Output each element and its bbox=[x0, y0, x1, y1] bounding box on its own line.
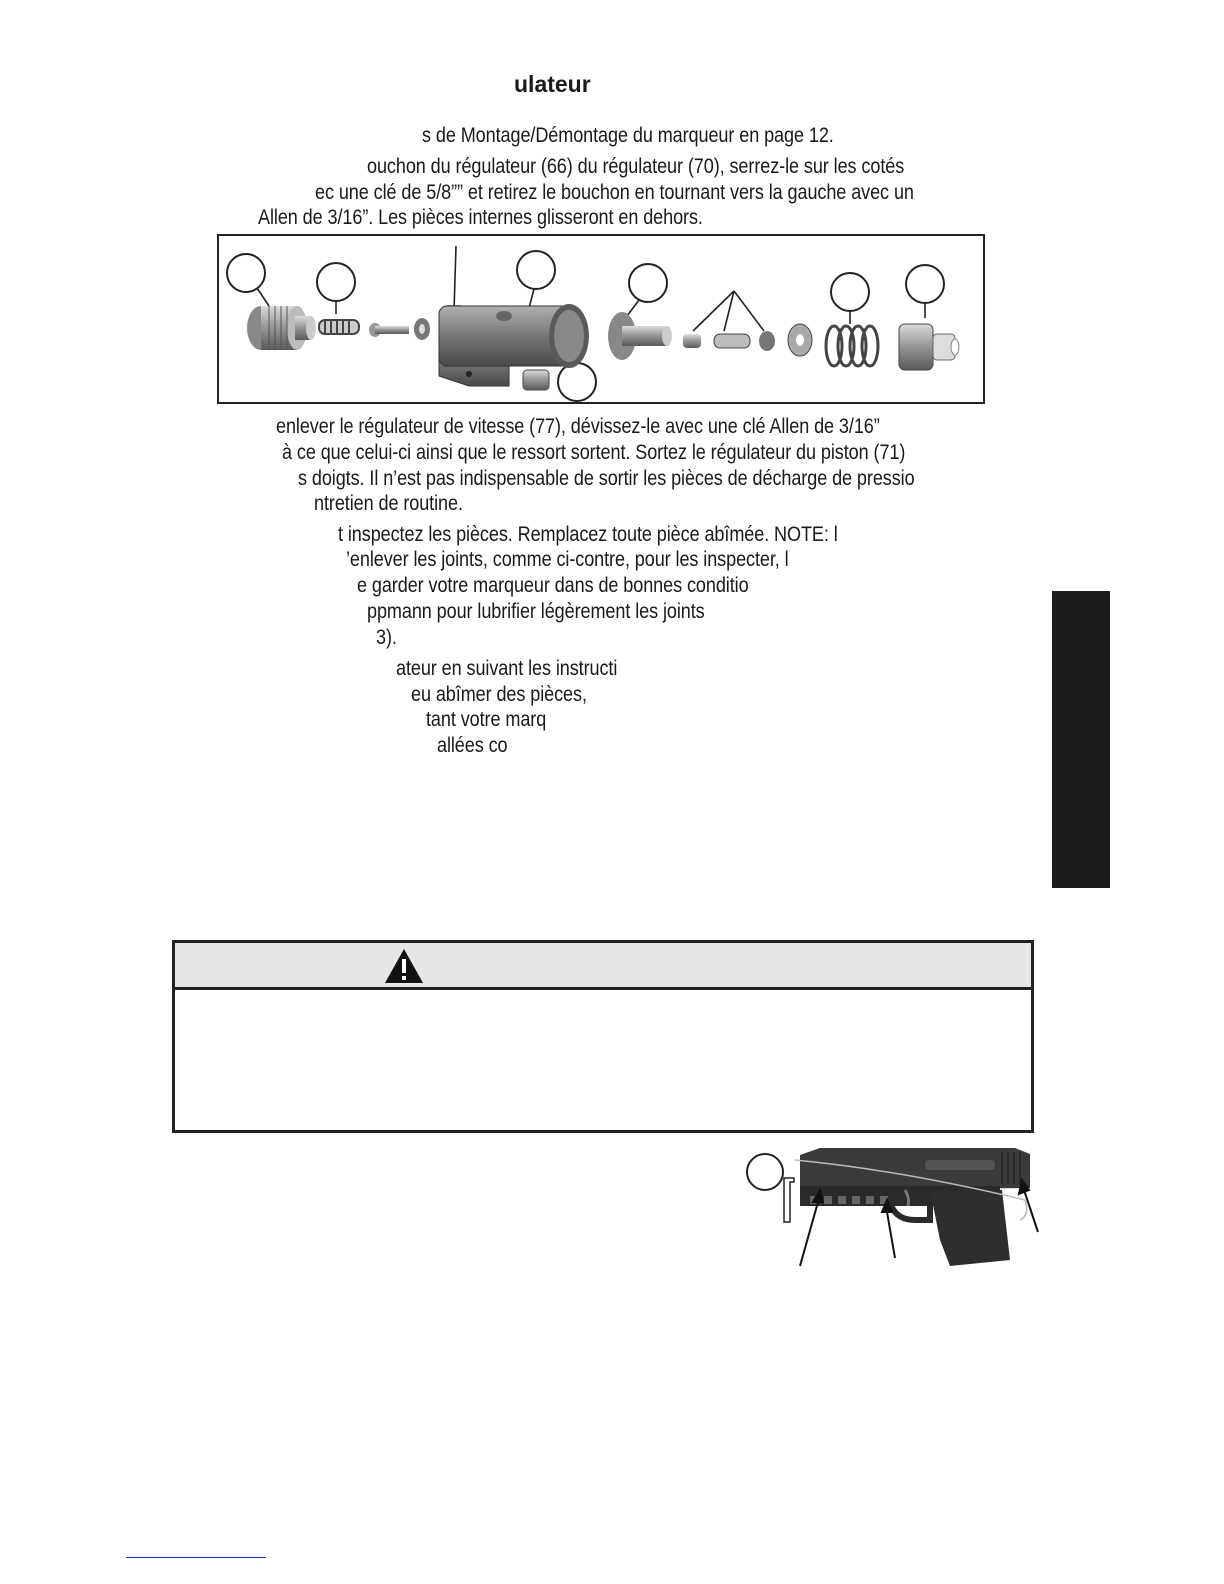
pistol-grip bbox=[930, 1190, 1010, 1266]
marker-pistol-figure bbox=[740, 1140, 1046, 1274]
relief-parts bbox=[683, 331, 775, 351]
inspect-line-2: ’enlever les joints, comme ci-contre, pour les inspecter, l bbox=[346, 548, 789, 571]
reassemble-line-1: ateur en suivant les instructi bbox=[396, 657, 618, 680]
regulator-parts-drawing bbox=[219, 236, 983, 402]
regulator-cap bbox=[247, 306, 316, 350]
washer bbox=[788, 324, 812, 356]
velocity-line-2: à ce que celui-ci ainsi que le ressort sortent. Sortez le régulateur du piston (71) bbox=[282, 441, 906, 464]
allen-key bbox=[784, 1178, 794, 1222]
small-o-ring bbox=[414, 318, 430, 340]
velocity-line-1: enlever le régulateur de vitesse (77), dévissez-le avec une clé Allen de 3/16” bbox=[276, 415, 880, 438]
warning-box bbox=[172, 940, 1034, 1133]
warning-header bbox=[175, 943, 1031, 990]
inspect-line-3: e garder votre marqueur dans de bonnes conditio bbox=[357, 574, 749, 597]
velocity-line-3: s doigts. Il n’est pas indispensable de sortir les pièces de décharge de pressio bbox=[298, 467, 915, 490]
section-side-tab bbox=[1052, 591, 1110, 888]
pin bbox=[369, 323, 409, 337]
velocity-adjuster bbox=[523, 370, 549, 390]
small-spring bbox=[319, 320, 359, 334]
intro-line-3: ec une clé de 5/8”” et retirez le bouchon en tournant vers la gauche avec un bbox=[315, 181, 914, 204]
end-cap bbox=[899, 324, 959, 370]
reassemble-line-3: tant votre marq bbox=[426, 708, 547, 731]
intro-line-1: s de Montage/Démontage du marqueur en page 12. bbox=[422, 124, 834, 147]
regulator-exploded-figure bbox=[217, 234, 985, 404]
reassemble-line-4: allées co bbox=[437, 734, 508, 757]
intro-line-4: Allen de 3/16”. Les pièces internes glisseront en dehors. bbox=[258, 206, 703, 229]
callout-circle bbox=[747, 1154, 783, 1190]
section-heading: ulateur bbox=[514, 71, 591, 97]
inspect-line-4: ppmann pour lubrifier légèrement les joints bbox=[367, 600, 705, 623]
warning-triangle-icon bbox=[383, 947, 425, 985]
footer-link-underline bbox=[126, 1557, 266, 1558]
pistol-slide bbox=[800, 1148, 1030, 1190]
regulator-piston bbox=[608, 312, 672, 360]
intro-line-2: ouchon du régulateur (66) du régulateur (70), serrez-le sur les cotés bbox=[367, 155, 905, 178]
velocity-line-4: ntretien de routine. bbox=[314, 492, 463, 515]
reassemble-line-2: eu abîmer des pièces, bbox=[411, 683, 587, 706]
inspect-line-5: 3). bbox=[376, 626, 397, 649]
inspect-line-1: t inspectez les pièces. Remplacez toute pièce abîmée. NOTE: l bbox=[338, 523, 838, 546]
large-spring bbox=[826, 326, 878, 366]
